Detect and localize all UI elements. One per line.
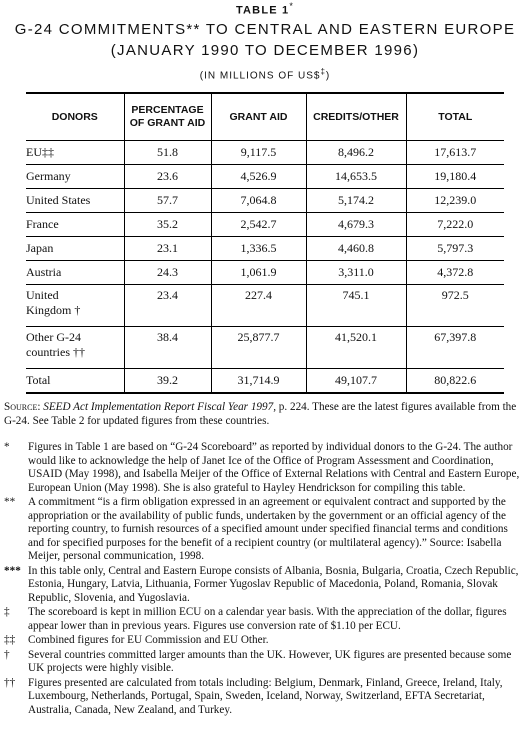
grant-aid-cell: 7,064.8 xyxy=(211,189,306,213)
footnote-text: Figures in Table 1 are based on “G-24 Scoreboard” as reported by individual donors to the G-24. The author would like to acknowledge the help of Janet Ice of the Office of Program Assessment and Coordination, USAID (May 1998), and Isabella Meijer of the Office of External Relations with Central and Eastern Europe, European Union (May 1998). She is also grateful to Hayley Hendrickson for compiling this table. xyxy=(28,441,520,494)
grant-aid-cell: 1,061.9 xyxy=(211,261,306,285)
table-header-row xyxy=(26,93,504,141)
credits-cell: 3,311.0 xyxy=(306,261,406,285)
grant-aid-cell: 227.4 xyxy=(211,285,306,327)
donor-cell: United States xyxy=(26,189,124,213)
footnote xyxy=(4,649,526,676)
footnote-text: Several countries committed larger amounts than the UK. However, UK figures are presented because some UK projects were highly visible. xyxy=(28,648,512,674)
donor-cell: Germany xyxy=(26,165,124,189)
units-prefix: (IN MILLIONS OF US$ xyxy=(199,70,321,82)
grant-aid-cell: 2,542.7 xyxy=(211,213,306,237)
grant-aid-cell: 4,526.9 xyxy=(211,165,306,189)
table-title-line1: G-24 COMMITMENTS** TO CENTRAL AND EASTERN EUROPE xyxy=(14,21,516,38)
footnote-text: In this table only, Central and Eastern Europe consists of Albania, Bosnia, Bulgaria, Croatia, Czech Republic, Estonia, Hungary, Latvia, Lithuania, Former Yugoslav Republic of Macedonia, Poland, Romania, Slovak Republic, Slovenia, and Yugoslavia. xyxy=(28,564,519,604)
total-cell: 80,822.6 xyxy=(406,369,504,394)
total-cell: 4,372.8 xyxy=(406,261,504,285)
credits-cell: 745.1 xyxy=(306,285,406,327)
table-row xyxy=(26,213,504,237)
footnote-mark: * xyxy=(4,441,10,453)
percentage-cell: 23.6 xyxy=(124,165,211,189)
column-header-percentage-line1: PERCENTAGE xyxy=(131,104,204,116)
donor-cell: United Kingdom † xyxy=(26,285,124,327)
footnote xyxy=(4,606,526,633)
table-row xyxy=(26,189,504,213)
percentage-cell: 23.4 xyxy=(124,285,211,327)
percentage-cell: 35.2 xyxy=(124,213,211,237)
donor-cell: France xyxy=(26,213,124,237)
percentage-cell: 39.2 xyxy=(124,369,211,394)
footnote xyxy=(4,565,526,606)
percentage-cell: 51.8 xyxy=(124,141,211,165)
units-mark: ‡ xyxy=(320,67,326,76)
footnote-text: A commitment “is a firm obligation expressed in an agreement or equivalent contract and supported by the appropriation or the availability of public funds, undertaken by the government or an official agency of the reporting country, to furnish resources of a specified amount under specified financial terms and conditions and for specified purposes for the benefit of a recipient country (or multilateral agency).” Source: Isabella Meijer, personal communication, 1998. xyxy=(28,496,508,562)
column-header-grant-aid: GRANT AID xyxy=(211,93,306,141)
footnote-mark: ‡ xyxy=(4,606,10,618)
grant-aid-cell: 9,117.5 xyxy=(211,141,306,165)
column-header-percentage-line2: OF GRANT AID xyxy=(129,117,206,129)
table-caption xyxy=(0,1,530,17)
table-row-total xyxy=(26,369,504,394)
donor-cell: Total xyxy=(26,369,124,394)
grant-aid-cell: 31,714.9 xyxy=(211,369,306,394)
total-cell: 5,797.3 xyxy=(406,237,504,261)
credits-cell: 49,107.7 xyxy=(306,369,406,394)
footnote-mark: *** xyxy=(4,564,21,577)
grant-aid-cell: 1,336.5 xyxy=(211,237,306,261)
credits-cell: 4,679.3 xyxy=(306,213,406,237)
total-cell: 972.5 xyxy=(406,285,504,327)
table-notes xyxy=(4,401,526,718)
footnote-text: Combined figures for EU Commission and EU Other. xyxy=(28,634,269,646)
table-row xyxy=(26,327,504,369)
grant-aid-cell: 25,877.7 xyxy=(211,327,306,369)
footnote-mark: † xyxy=(4,648,10,661)
source-publication: SEED Act Implementation Report Fiscal Year 1997, xyxy=(43,401,276,413)
source-text: p. 224. These are the latest figures available from the G-24. See Table 2 for updated figures from these countries. xyxy=(4,401,517,427)
commitments-table xyxy=(26,92,504,394)
total-cell: 67,397.8 xyxy=(406,327,504,369)
percentage-cell: 23.1 xyxy=(124,237,211,261)
footnote-text: The scoreboard is kept in million ECU on a calendar year basis. With the appreciation of the dollar, figures appear lower than in previous years. Figures use conversion rate of $1.10 per ECU. xyxy=(28,606,507,632)
table-row xyxy=(26,285,504,327)
credits-cell: 5,174.2 xyxy=(306,189,406,213)
donor-cell: Austria xyxy=(26,261,124,285)
table-units xyxy=(0,67,530,81)
donor-cell: EU‡‡ xyxy=(26,141,124,165)
donor-cell: Japan xyxy=(26,237,124,261)
footnote xyxy=(4,441,526,495)
credits-cell: 14,653.5 xyxy=(306,165,406,189)
total-cell: 12,239.0 xyxy=(406,189,504,213)
total-cell: 7,222.0 xyxy=(406,213,504,237)
footnote xyxy=(4,634,526,648)
column-header-total: TOTAL xyxy=(406,93,504,141)
table-row xyxy=(26,261,504,285)
table-title xyxy=(0,19,530,61)
percentage-cell: 38.4 xyxy=(124,327,211,369)
column-header-percentage xyxy=(124,93,211,141)
footnote-text: Figures presented are calculated from totals including: Belgium, Denmark, Finland, Greece, Ireland, Italy, Luxembourg, Netherlands, Portugal, Spain, Sweden, Iceland, Norway, Switzerland, EFTA Secretariat, Australia, Canada, New Zealand, and Turkey. xyxy=(28,676,503,716)
table-row xyxy=(26,237,504,261)
percentage-cell: 57.7 xyxy=(124,189,211,213)
source-note xyxy=(4,401,526,428)
footnote xyxy=(4,677,526,718)
percentage-cell: 24.3 xyxy=(124,261,211,285)
total-cell: 19,180.4 xyxy=(406,165,504,189)
total-cell: 17,613.7 xyxy=(406,141,504,165)
credits-cell: 8,496.2 xyxy=(306,141,406,165)
table-row xyxy=(26,141,504,165)
units-suffix: ) xyxy=(325,70,331,82)
footnote-mark: †† xyxy=(4,676,16,689)
table-title-line2: (JANUARY 1990 TO DECEMBER 1996) xyxy=(110,42,420,59)
credits-cell: 41,520.1 xyxy=(306,327,406,369)
source-label: Source: xyxy=(4,401,41,413)
table-label-mark: * xyxy=(289,1,295,11)
table-row xyxy=(26,165,504,189)
credits-cell: 4,460.8 xyxy=(306,237,406,261)
footnote xyxy=(4,496,526,564)
column-header-credits: CREDITS/OTHER xyxy=(306,93,406,141)
footnote-mark: ‡‡ xyxy=(4,634,16,646)
table-label: TABLE 1 xyxy=(235,4,290,17)
footnote-mark: ** xyxy=(4,496,16,508)
column-header-donors: DONORS xyxy=(26,93,124,141)
donor-cell: Other G-24 countries †† xyxy=(26,327,124,369)
